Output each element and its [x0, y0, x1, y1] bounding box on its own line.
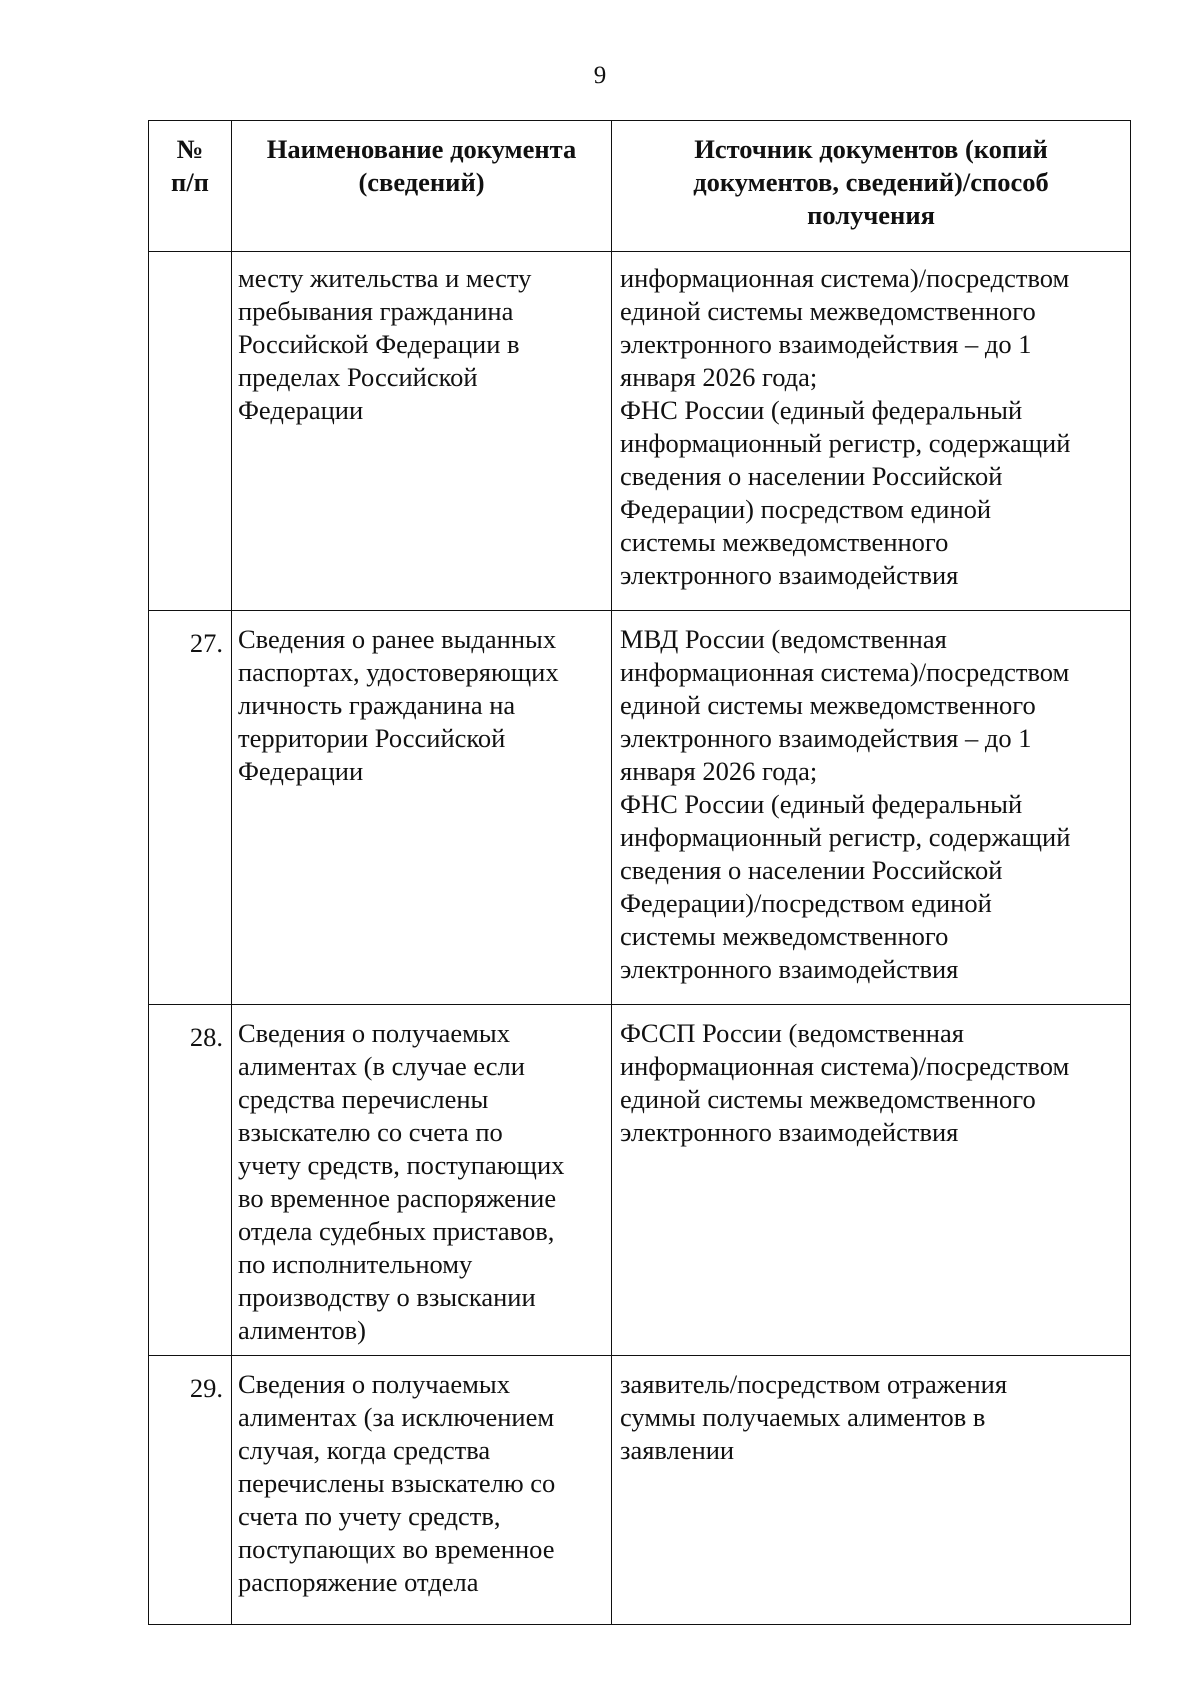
header-document-source: Источник документов (копий документов, сведений)/способ получения [612, 121, 1131, 252]
table-row [149, 1356, 1131, 1625]
header-number: № п/п [149, 121, 232, 252]
row-document-source: МВД России (ведомственная информационная система)/посредством единой системы межведомственного электронного взаимодействия – до 1 января 2026 года; ФНС России (единый федеральный информационный регистр, содержащий сведения о населении Российской Федерации)/посредством единой системы межведомственного электронного взаимодействия [612, 611, 1131, 1005]
row-document-name: Сведения о получаемых алиментах (в случае если средства перечислены взыскателю со счета по учету средств, поступающих во временное распоряжение отдела судебных приставов, по исполнительному производству о взыскании алиментов) [232, 1005, 612, 1356]
table-row [149, 252, 1131, 611]
table-header-row [149, 121, 1131, 252]
row-number: 27. [149, 611, 232, 1005]
header-document-name: Наименование документа (сведений) [232, 121, 612, 252]
row-number: 28. [149, 1005, 232, 1356]
table-row [149, 611, 1131, 1005]
row-document-source: информационная система)/посредством единой системы межведомственного электронного взаимодействия – до 1 января 2026 года; ФНС России (единый федеральный информационный регистр, содержащий сведения о населении Российской Федерации) посредством единой системы межведомственного электронного взаимодействия [612, 252, 1131, 611]
documents-table [148, 120, 1131, 1625]
row-number [149, 252, 232, 611]
row-document-name: месту жительства и месту пребывания гражданина Российской Федерации в пределах Российской Федерации [232, 252, 612, 611]
row-document-source: ФССП России (ведомственная информационная система)/посредством единой системы межведомственного электронного взаимодействия [612, 1005, 1131, 1356]
row-number: 29. [149, 1356, 232, 1625]
page-number: 9 [593, 62, 607, 89]
row-document-source: заявитель/посредством отражения суммы получаемых алиментов в заявлении [612, 1356, 1131, 1625]
row-document-name: Сведения о получаемых алиментах (за исключением случая, когда средства перечислены взыскателю со счета по учету средств, поступающих во временное распоряжение отдела [232, 1356, 612, 1625]
table-row [149, 1005, 1131, 1356]
row-document-name: Сведения о ранее выданных паспортах, удостоверяющих личность гражданина на территории Российской Федерации [232, 611, 612, 1005]
